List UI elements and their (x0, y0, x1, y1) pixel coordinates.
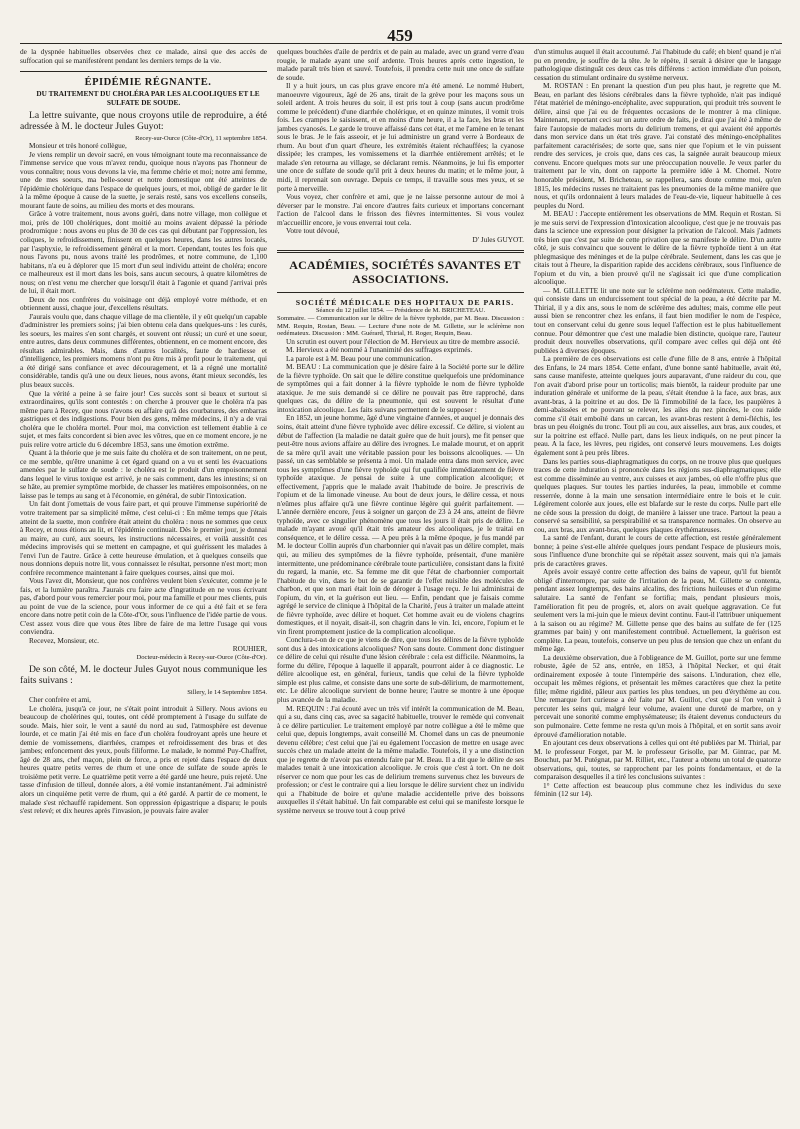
body-paragraph: J'aurais voulu que, dans chaque village de ma clientèle, il y eût quelqu'un capable d'administrer les premiers soins; j'ai bien obtenu cela dans quelques-uns : les curés, les soeurs, les maires s'en sont chargés, et souvent ont réussi; un curé et une soeur, entre autres, dans deux communes différentes, obtiennent, en ce moment encore, des résultats admirables. Mais, dans d'autres localités, faute de hardiesse et d'intelligence, les premiers momens n'ont pu être mis à profit pour le traitement, qui a été dirigé sans confiance et avec découragement, et là a régné une mortalité considérable, tandis qu'à une ou deux lieues, nous avons, étant mieux secondés, les plus beaux succès. (20, 311, 267, 390)
body-paragraph: — M. GILLETTE lit une note sur le sclérème non oedémateux. Cette maladie, qui consiste dans un endurcissement tout spécial de la peau, a été décrite par M. Thirial, il y a dix ans, sous le nom de sclérème des adultes; mais, comme elle peut aussi bien se rencontrer chez les enfans, il faut bien modifier le nom de l'espèce, tout en conservant celui du genre sous lequel l'affection est le plus habituellement connue. Pour démontrer que c'est une maladie bien distincte, quoique rare, l'auteur produit deux nouvelles observations, qu'il compare avec celles qui déjà ont été publiées à diverses époques. (534, 285, 781, 355)
body-paragraph: La première de ces observations est celle d'une fille de 8 ans, entrée à l'hôpital des Enfans, le 24 mars 1854. Cette enfant, d'une bonne santé habituelle, avait été, sans cause manifeste, atteinte quelques jours auparavant, d'une raideur du cou, que l'on avait d'abord prise pour un torticolis; mais bientôt, la raideur produite par une induration générale et uniforme de la peau, s'était étendue à la face, aux bras, aux avant-bras, à la poitrine et au dos. De là l'immobilité de la face, les paupières à demi-abaissées et ne pouvant se relever, les ailes du nez pincées, le cou raide comme s'il était emboîté dans un carcan, les avant-bras restent à demi-fléchis, les bras un peu éloignés du tronc. Tout pli au cou, aux aisselles, aux bras, aux coudes, et sur la poitrine est effacé. Nulle part, dans les lieux indiqués, on ne peut pincer la peau. A la face, les lèvres, peu rigides, ont conservé leurs mouvemens. Les doigts également sont à peu près libres. (534, 354, 781, 457)
header-rule (20, 43, 782, 44)
section-title: ÉPIDÉMIE RÉGNANTE. (84, 77, 212, 89)
body-paragraph: Grâce à votre traitement, nous avons guéri, dans notre village, mon collègue et moi, près de 100 cholériques, dont moitié au moins avaient dépassé la période prodromique : nous avons eu plus de 30 de ces cas qui débutant par l'oppression, les coliques, le refroidissement, finissent en quelques heures, dans les autres locatés, par l'asphyxie, le refroidissement général et la mort. Cependant, toutes les fois que nous l'avons pu, nous avons traité les prodrômes, et notre commune, de 1,100 habitans, n'a eu à déplorer que 15 mort d'un seul individu atteint de choléra; encore ce malheureux est il mort dans les bois, sans aucun secours, à quatre kilomètres de nous; on n'est venu me chercher que lorsqu'il était à l'agonie et quand j'arrivai près de lui, il était mort. (20, 209, 267, 296)
salutation: Monsieur et très honoré collègue, (29, 141, 127, 151)
society-title: SOCIÉTÉ MÉDICALE DES HOPITAUX DE PARIS. (295, 298, 515, 308)
divider (277, 250, 524, 253)
body-paragraph: Après avoir essayé contre cette affection des bains de vapeur, qu'il fut bientôt obligé d'interrompre, par suite de l'irritation de la peau, M. Gillette se contenta, pendant assez longtemps, des bains alcalins, des frictions huileuses et d'un régime salutaire. La santé de l'enfant se fortifia; mais, pendant plusieurs mois, l'amélioration fit peu de progrès, et, alors on avait quelque aggravation. Ce fut seulement vers la mi-juin que le mieux devint continu. Faut-il l'attribuer uniquement à la saison ou au régime? M. Gillette pense que des bains au sulfate de fer (125 grammes par bain) y ont manifestement contribué. Actuellement, la guérison est complète. La peau, toutefois, conserve un peu plus de tension que chez un enfant du même âge. (534, 567, 781, 654)
body-paragraph: 1° Cette affection est beaucoup plus commune chez les individus du sexe féminin (12 sur 14). (534, 780, 781, 799)
body-paragraph: M. Hervieux a été nommé à l'unanimité des suffrages exprimés. (286, 345, 473, 355)
summary: Sommaire. — Communication sur le délire de la fièvre typhoïde, par M. Beau. Discussion : MM. Requin, Rostan, Beau. — Lecture d'une note de M. Gillette, sur le sclérème non oedémateux. Discussion : MM. Guérard, Thirial, H. Roger, Requin, Beau. (277, 314, 524, 338)
dateline-2: Sillery, le 14 Septembre 1854. (187, 688, 267, 696)
signature: D' Jules GUYOT. (472, 234, 524, 244)
body-paragraph: Quant à la théorie que je me suis faite du choléra et de son traitement, on ne peut, ce me semble, qu'être unanime à cet égard quand on a vu et senti les évacuations amenées par le sulfate de soude : le choléra est le produit d'un empoisonnement dans lequel le virus toxique est arrivé, je ne sais comment, dans les intestins; si on se hâte, au premier symptôme morbide, de chasser les matières empoisonnées, on ne laisse pas le temps au sang et à l'économie, en général, de subir l'intoxication. (20, 448, 267, 500)
page-number: 459 (387, 26, 413, 45)
body-paragraph: Un fait dont j'omettais de vous faire part, et qui prouve l'immense supériorité de votre traitement par sa simplicité même, c'est celui-ci : En même temps que j'étais atteint de la suette, mon confrère était atteint du choléra : nous ne sommes que ceux à Recey, et nous étions au lit, et l'épidémie continuait. Dès le premier jour, je donnai au maire, au curé, aux soeurs, les instructions nécessaires, et voilà aussitôt ces médecins improvisés qui se mettent en campagne, et qui guérissent les malades à l'envi l'un de l'autre. Grâce à cette heureuse émulation, et à quelques conseils que nous donnions depuis notre lit, vous connaissez le résultat, personne n'est mort; mon confrère recommence maintenant à faire quelques courses, ainsi que moi. (20, 499, 267, 577)
body-paragraph: Le choléra, jusqu'à ce jour, ne s'était point introduit à Sillery. Nous avions eu beaucoup de cholérines qui, toutes, ont cédé promptement à l'usage du sulfate de soude. Mais, hier soir, le vent a sauté du nord au sud, l'atmosphère est devenue lourde, et ce matin j'ai été mis en face d'un choléra foudroyant après une heure et demie de vomissemens, diarrhées, crampes et refroidissement des bras et des jambes; enfoncement des yeux, pouls filiforme. Le malade, le nommé Puy-Chaffret, âgé de 28 ans, chef maçon, plein de force, a pris et rejeté dans l'espace de deux heures quatre petits verres de rhum et une once de sulfate de soude après le troisième petit verre. Le quatrième petit verre a été gardé une heure, puis rejeté. Une tasse d'infusion de tilleul, donnée alors, a été vomie instantanément. J'ai administré alors un cinquième petit verre de rhum, qui a été gardé. A partir de ce moment, le malade s'est réchauffé rapidement. Son oppression épigastrique a disparu; le pouls s'est relevé; et dix heures après l'invasion, je pouvais faire avaler (20, 703, 267, 816)
body-paragraph: quelques bouchées d'aile de perdrix et de pain au malade, avec un grand verre d'eau rougie, le malade ayant une soif ardente. Trois heures après cette ingestion, le malade paraît très bien et sauvé. Toutefois, il prendra cette nuit une once de sulfate de soude. (277, 48, 524, 82)
body-paragraph: Je viens remplir un devoir sacré, en vous témoignant toute ma reconnaissance de l'immense service que vous m'avez rendu, quoique nous n'ayons pas l'honneur de vous connaître; nous vous devons la vie, ma femme chérie et moi; notre ami femme, une de mes soeurs, ma belle-soeur et notre domestique ont été atteintes de l'épidémie cholérique dans l'espace de quelques jours, et moi, obligé de garder le lit à la même époque à cause de la suette, je serais resté, sans vos excellens conseils, mourant faute de soins, au milieu des morts et des mourans. (20, 149, 267, 210)
salutation-2: Cher confrère et ami, (29, 695, 91, 705)
closing: Votre tout dévoué, (286, 226, 340, 236)
body-paragraph: Vous voyez, cher confrère et ami, que je ne laisse personne autour de moi à déverser par le monstre. J'ai encore d'autres faits curieux et importans concernant l'action de l'alcool dans le frisson des fièvres intermittentes. Si vous voulez m'accueillir encore, je vous enverrai tout cela. (277, 192, 524, 227)
article-lead: La lettre suivante, que nous croyons utile de reproduire, a été adressée à M. le docteur Jules Guyot: (20, 109, 267, 133)
divider (277, 292, 524, 293)
body-paragraph: M. BEAU : La communication que je désire faire à la Société porte sur le délire de la fièvre typhoïde. On sait que le délire constitue quelquefois une prédominance de symptômes qui a fait donner à la fièvre typhoïde le nom de fièvre typhoïde ataxique. Je me suis demandé si ce délire ne pouvait pas être rapproché, dans quelques cas, du délire de la pneumonie, qui est souvent le résultat d'une intoxication alcoolique. Les faits suivans permettent de le supposer : (277, 362, 524, 414)
body-paragraph: Conclura-t-on de ce que je viens de dire, que tous les délires de la fièvre typhoïde sont dus à des intoxications alcooliques? Non sans doute. Comment donc distinguer ce délire de celui qui résulte d'une lésion cérébrale : cela est difficile. Néanmoins, la forme du délire, l'époque à laquelle il apparaît, pourront aider à ce diagnostic. Le délire alcoolique est, en général, furieux, tandis que celui de la fièvre typhoïde simple est plus calme, et consiste dans une sorte de sub-délirium, de marmottement, etc. Le délire alcoolique survient de bonne heure; l'autre se montre à une époque plus avancée de la maladie. (277, 635, 524, 705)
column-1 (20, 48, 267, 1120)
closing: Recevez, Monsieur, etc. (29, 635, 100, 645)
article-title: DU TRAITEMENT DU CHOLÉRA PAR LES ALCOOLIQUES ET LE SULFATE DE SOUDE. (36, 89, 260, 108)
second-lead: De son côté, M. le docteur Jules Guyot nous communique les faits suivans : (20, 663, 267, 687)
column-2 (277, 48, 524, 1120)
signature-name: ROUHIER, (232, 644, 267, 654)
body-paragraph: La parole est à M. Beau pour une communication. (286, 353, 433, 363)
signature-title: Docteur-médecin à Recey-sur-Ource (Côte-d'Or). (136, 654, 267, 662)
body-paragraph: M. REQUIN : J'ai écouté avec un très vif intérêt la communication de M. Beau, qui a su, dans cinq cas, avec sa sagacité habituelle, trouver le remède qui convenait à ce délire particulier. Le traitement employé par notre collègue a été le même que celui que, depuis longtemps, avait conseillé M. Chomel dans un cas de pneumonie devenu célèbre; c'est celui que j'ai eu également l'occasion de mettre en usage avec succès chez un malade atteint de la même maladie. Toutefois, il y a une distinction que je regrette de n'avoir pas entendu faire par M. Beau. Il a dit que le délire de ses malades tenait à une intoxication alcoolique. Je crois que c'est à tort. On ne doit réserver ce nom que pour les cas de delirium tremens survenus chez les buveurs de profession; or c'est le contraire qui a lieu lorsque le délire survient chez un individu qui a l'habitude de boire et qu'une maladie accidentelle prive des boissons auxquelles il s'était habitué. Un fait comparable est celui qui se manifeste lorsque le système nerveux se trouve tout à coup privé (277, 703, 524, 815)
body-paragraph: M. BEAU : J'accepte entièrement les observations de MM. Requin et Rostan. Si je me suis servi de l'expression d'intoxication alcoolique, c'est que je ne trouvais pas dans la science une expression pour désigner la privation de l'alcool. Mais j'admets très bien que c'est par suite de cette privation que se manifeste le délire. D'un autre côté, je suis convaincu que souvent le délire de la fièvre typhoïde tient à un état phlegmasique des méninges et de la pulpe cérébrale. Seulement, dans les cas que je citais tout à l'heure, la disparition rapide des accidens cérébraux, sous l'influence de l'opium et du vin, a bien prouvé qu'il ne s'agissait ici que d'une complication alcoolique. (534, 209, 781, 287)
body-paragraph: Que la vérité a peine à se faire jour! Ces succès sont si beaux et surtout si extraordinaires, qu'ils sont contestés : on cherche à prouver que le choléra n'a pas même paru à Recey, que nous n'avons eu affaire qu'à des courbatures, des embarras gastriques et des indigestions. Pour bien des gens, même médecins, il n'y a de vrai choléra que le choléra mortel. Pour moi, ma conviction est tellement établie à ce sujet, et mes faits concordent si bien avec les vôtres, que en ce moment encore, je ne puis relire votre article du 6 décembre 1853, sans une émotion extrême. (20, 388, 267, 449)
body-paragraph: Il y a huit jours, un cas plus grave encore m'a été amené. Le nommé Hubert, manoeuvre vigoureux, âgé de 26 ans, tirait de la grève pour les maçons sous un soleil ardent. A trois heures du soir, il est pris tout à coup (sans aucun prodrôme comme le précédent) d'une diarrhée cholérique, et en quinze minutes, il vomit trois fois. Les crampes le saisissent, et en moins d'une heure, il a la face, les bras et les jambes cyanosés. Le garde le trouve affaissé dans cet état, et me l'amène en le tenant sous le bras. Je le fais asseoir, et je lui administre un grand verre à Bordeaux de rhum. Au bout d'un quart d'heure, les extrémités étaient réchauffées; la cyanose dissipée; les crampes, les vomissemens et la diarrhée entièrement arrêtés; et le malade s'en retourna au village, se déclarant remis. Néanmoins, je lui fis emporter une once de sulfate de soude qu'il prit à deux heures du matin; et le même jour, à midi, il reprenait son ouvrage. Depuis ce temps, il travaille sous mes yeux, et se porte à merveille. (277, 81, 524, 193)
body-paragraph: La santé de l'enfant, durant le cours de cette affection, est restée généralement bonne; à peine s'est-elle altérée quelques jours pendant l'espace de plusieurs mois, sous l'influence d'une bronchite qui se répétait assez souvent, mais qui n'a jamais pris de caractères graves. (534, 533, 781, 568)
body-paragraph: Deux de nos confrères du voisinage ont déjà employé votre méthode, et en obtiennent aussi, chaque jour, d'excellens résultats. (20, 294, 267, 313)
body-paragraph: En ajoutant ces deux observations à celles qui ont été publiées par M. Thirial, par M. le professeur Forget, par M. le professeur Grisolle, par M. Gintrac, par M. Bouchut, par M. Putégnat, par M. Rilliet, etc., l'auteur a obtenu un total de quatorze observations, qui, toutes, se rapprochent par les points fondamentaux, et de la comparaison desquelles il a tiré les conclusions suivantes : (534, 738, 781, 782)
academy-section-title: ACADÉMIES, SOCIÉTÉS SAVANTES ET ASSOCIATIONS. (289, 258, 521, 287)
columns (20, 48, 782, 1120)
body-paragraph: En 1852, un jeune homme, âgé d'une vingtaine d'années, et auquel je donnais des soins, était atteint d'une fièvre typhoïde avec délire excessif. Ce délire, si violent au début de l'affection (la maladie ne datait guère que de huit jours), me fit penser que peut-être nous avions affaire au délire des ivrognes. Le malade mourut, et on apprit de sa mère qu'il avait une véritable passion pour les boissons alcooliques. — Un passé, un cas semblable se présenta à moi. Un malade entra dans mon service, avec tous les symptômes d'une fièvre typhoïde qui fut qualifiée immédiatement de fièvre typhoïde ataxique. Je pensai de suite à une complication alcoolique; et effectivement, j'appris que le malade avait l'habitude de boire. Je prescrivis de l'opium et de la limonade vineuse. Au bout de deux jours, le délire cessa, et nous n'eûmes plus affaire qu'à une fièvre continue légère qui guérit parfaitement. — L'année dernière encore, j'eus à soigner un garçon de 23 à 24 ans, atteint de fièvre typhoïde, avec ce singulier phénomène que tous les jours il était pris de délire. Le malade m'ayant avoué qu'il était très amateur des alcooliques, je le traitai en conséquence, et le délire cessa. — A peu près à la même époque, je fus mandé par M. le docteur Collin auprès d'un charbonnier qui n'avait pas un délire complet, mais qui, au milieu des symptômes de la fièvre typhoïde, présentait, d'une manière intermittente, une prédominance cérébrale toute particulière, consistant dans la fixité du regard, la manie, etc. Sa femme me dit que l'état de charbonnier comportait l'habitude du vin, dans le but de se garantir de l'effet nuisible des molécules de charbon, et que son mari était loin de déroger à l'usage reçu. Je lui administrai de l'opium, du vin, et la guérison eut lieu. — Enfin, pendant que je faisais comme agrégé le service de clinique à l'hôpital de la Charité, j'eus à traiter un malade atteint de fièvre typhoïde, avec délire et hoquet. Cet homme avait eu de violens chagrins domestiques, et il noyait, disait-il, son chagrin dans le vin. Ici, encore, l'opium et le vin firent promptement justice de la complication alcoolique. (277, 413, 524, 636)
body-paragraph: Un scrutin est ouvert pour l'élection de M. Hervieux au titre de membre associé. (286, 336, 520, 346)
body-paragraph: M. ROSTAN : En prenant la question d'un peu plus haut, je regrette que M. Beau, en parlant des lésions cérébrales dans la fièvre typhoïde, n'ait pas indiqué l'état matériel de méningo-encéphalite, avec suppuration, qui produit très souvent le délire, ainsi que j'ai eu de fréquentes occasions de le montrer à ma clinique. Maintenant, reportant ceci sur un autre ordre de faits, je dirai que j'ai été à même de faire l'autopsie de malades morts du delirium tremens, et qui avaient été apportés dans mon service dans un état très grave. J'ai constaté des méningo-encéphalites parfaitement caractérisées; de sorte que, sans nier que l'opium et le vin puissent rendre des services, je crois que, dans ces cas, la saignée aurait beaucoup mieux convenu. Encore quelques mots sur une préoccupation nouvelle. Je veux parler du traitement par le vin, dont on rapporte la première idée à M. Chomel. Notre honorable président, M. Bricheteau, se rappellera, sans doute comme moi, qu'en 1815, les médecins russes ne traitaient pas les pneumonies de la même manière que nous, et qu'ils ordonnaient à leurs malades de l'eau-de-vie, liqueur habituelle à ces peuples du Nord. (534, 81, 781, 210)
body-paragraph: Dans les parties sous-diaphragmatiques du corps, on ne trouve plus que quelques traces de cette induration si prononcée dans les régions sus-diaphragmatiques; elle est comme disséminée au ventre, aux cuisses et aux jambes, où elle n'offre plus que quelques plaques. Sur toutes les parties indurées, la peau, immobile et comme resserrée, donne à la main une sensation intermédiaire entre le bois et le cuir. Légèrement colorée aux joues, elle est blafarde sur le reste du corps. Nulle part elle ne cède sous la pression du doigt, de manière à laisser une trace. Partout la peau a conservé sa sensibilité, sa perspirabilité et sa transparence normales. On observe au cou, aux bras, aux avant-bras, quelques plaques érythémateuses. (534, 456, 781, 534)
body-paragraph: La deuxième observation, due à l'obligeance de M. Guillot, porte sur une femme robuste, âgée de 52 ans, entrée, en 1853, à l'hôpital Necker, et qui était ordinairement exposée à toute l'intempérie des saisons. L'induration, chez elle, occupait les mêmes régions, et présentait les mêmes caractères que chez la petite fille; même rigidité, pâleur aux parties les plus tendues, un peu d'érythème au cou. Une remarque fort curieuse a été faite par M. Guillot, c'est que si l'on venait à percuter les seins qui, malgré leur volume, avaient une dureté de marbre, on y percevait une sonorité comme emphysémateuse; ils étaient devenus conducteurs du son pulmonaire. Cette femme ne resta qu'un mois à l'hôpital, et en sortit sans avoir éprouvé d'amélioration notable. (534, 652, 781, 739)
column-3 (534, 48, 781, 1120)
dateline: Recey-sur-Ource (Côte-d'Or), 11 septembre 1854. (135, 134, 267, 142)
body-paragraph: Vous l'avez dit, Monsieur, que nos confrères veulent bien s'exécuter, comme je le fais, et la lumière paraîtra. J'aurais cru faire acte d'ingratitude en ne vous écrivant pas, d'abord pour vous remercier pour moi, pour ma famille et pour mes clients, puis au point de vue de la science, pour vous informer de ce qui a été fait et se fera encore dans notre petit coin de la Côte-d'Or, sous l'influence de l'idée partie de vous. C'est assez vous dire que vous êtes libre de faire de ma lettre l'usage qui vous conviendra. (20, 576, 267, 637)
session-line: Séance du 12 juillet 1854. — Présidence de M. BRICHETEAU. (315, 307, 486, 315)
intro-paragraph: de la dyspnée habituelles observées chez ce malade, ainsi que des accès de suffocation qui se manifestèrent pendant les derniers temps de la vie. (20, 48, 267, 65)
divider (20, 71, 267, 72)
body-paragraph: d'un stimulus auquel il était accoutumé. J'ai l'habitude du café; eh bien! quand je n'ai pu en prendre, je souffre de la tête. Je le répète, il serait à désirer que le langage pathologique distinguât ces deux cas très différens : action immédiate d'un poison, cessation du stimulant ordinaire du système nerveux. (534, 48, 781, 82)
